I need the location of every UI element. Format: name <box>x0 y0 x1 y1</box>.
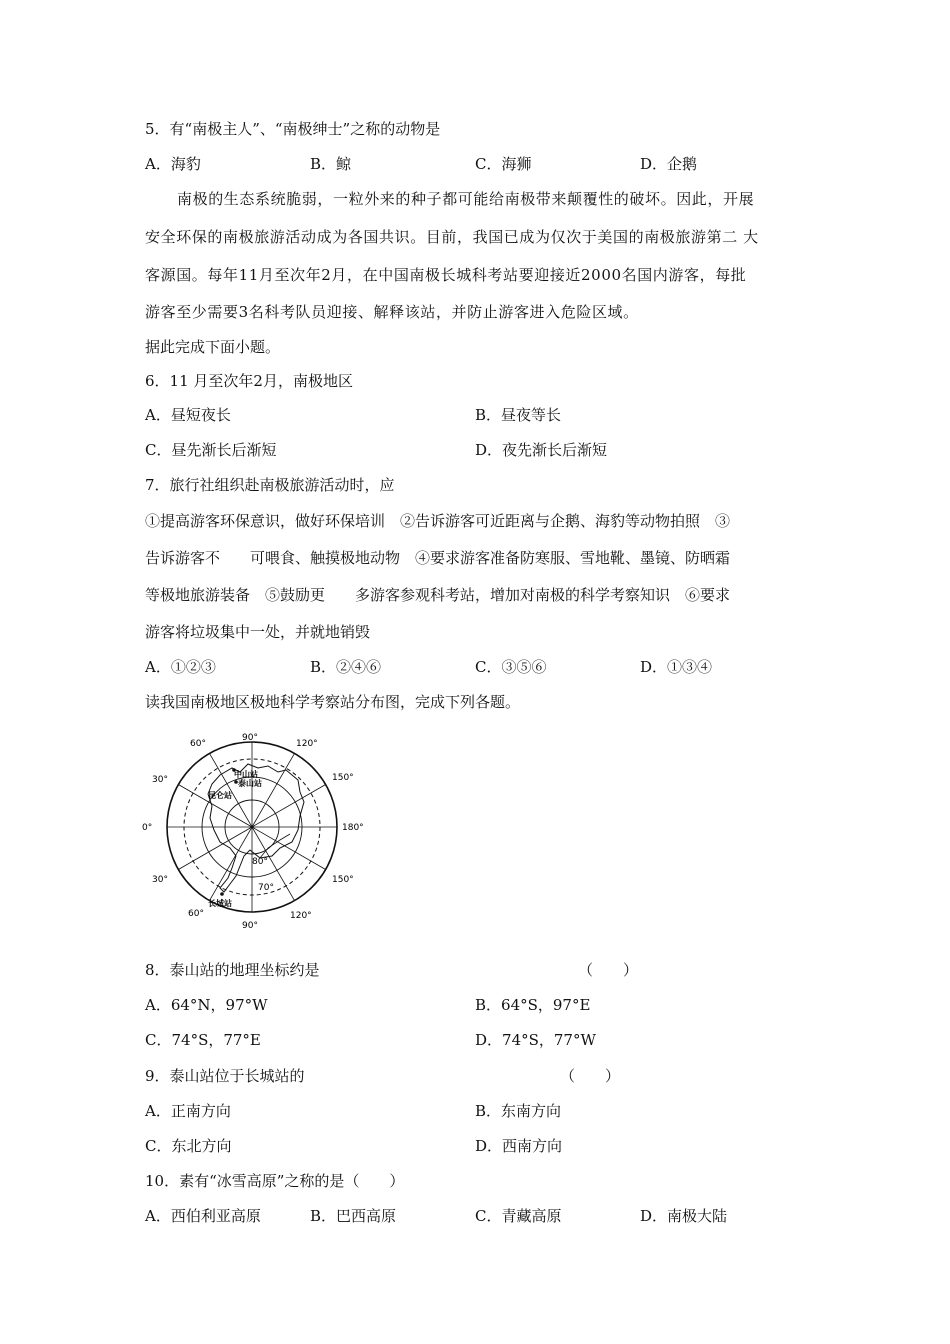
q8-option-a: A．64°N，97°W <box>145 996 268 1014</box>
lon-label-90-bottom: 90° <box>242 921 258 930</box>
q5-option-a: A．海豹 <box>145 155 201 173</box>
q9-stem: 9．泰山站位于长城站的 <box>145 1067 305 1085</box>
passage-line-3: 客源国。每年11月至次年2月，在中国南极长城科考站要迎接近2000名国内游客，每批 <box>145 266 747 284</box>
q8-option-b: B．64°S，97°E <box>475 996 591 1014</box>
q6-option-c: C．昼先渐长后渐短 <box>145 441 277 459</box>
q5-option-d: D．企鹅 <box>640 155 698 173</box>
q6-stem: 6．11 月至次年2月，南极地区 <box>145 372 353 390</box>
changcheng-station-label: 长城站 <box>208 899 232 908</box>
q7-option-b: B．②④⑥ <box>310 658 382 676</box>
q8-option-c: C．74°S，77°E <box>145 1031 261 1049</box>
lat-label-80: 80° <box>252 857 268 867</box>
q10-stem: 10．素有“冰雪高原”之称的是（ ） <box>145 1172 405 1190</box>
q6-option-d: D．夜先渐长后渐短 <box>475 441 608 459</box>
q10-option-a: A．西伯利亚高原 <box>145 1207 261 1225</box>
q10-option-c: C．青藏高原 <box>475 1207 562 1225</box>
q8-paren: （ ） <box>578 961 639 979</box>
changcheng-station-dot <box>220 892 224 896</box>
passage-line-1: 南极的生态系统脆弱，一粒外来的种子都可能给南极带来颠覆性的破坏。因此，开展 <box>177 190 755 208</box>
q9-paren: （ ） <box>560 1067 621 1085</box>
q9-option-a: A．正南方向 <box>145 1102 231 1120</box>
lon-label-150-right-low: 150° <box>332 875 354 885</box>
q7-line-4: 游客将垃圾集中一处，并就地销毁 <box>145 623 371 641</box>
lon-label-120-bottom: 120° <box>290 911 312 921</box>
q10-option-d: D．南极大陆 <box>640 1207 728 1225</box>
q7-line-3: 等极地旅游装备 ⑤鼓励更 多游客参观科考站，增加对南极的科学考察知识 ⑥要求 <box>145 586 731 604</box>
lon-label-30-left: 30° <box>152 775 168 785</box>
passage-tail: 据此完成下面小题。 <box>145 338 281 356</box>
q7-line-2: 告诉游客不 可喂食、触摸极地动物 ④要求游客准备防寒服、雪地靴、墨镜、防晒霜 <box>145 549 731 567</box>
lon-label-150-right: 150° <box>332 773 354 783</box>
antarctica-polar-map <box>140 730 370 930</box>
lon-label-60-bottom: 60° <box>188 909 204 919</box>
kunlun-station-label: 昆仑站 <box>208 791 232 800</box>
q6-option-b: B．昼夜等长 <box>475 406 562 424</box>
q7-stem: 7．旅行社组织赴南极旅游活动时，应 <box>145 476 395 494</box>
q5-option-b: B．鲸 <box>310 155 352 173</box>
q6-option-a: A．昼短夜长 <box>145 406 231 424</box>
q5-stem: 5．有“南极主人”、“南极绅士”之称的动物是 <box>145 120 441 138</box>
q9-option-d: D．西南方向 <box>475 1137 563 1155</box>
q7-option-c: C．③⑤⑥ <box>475 658 547 676</box>
q7-line-1: ①提高游客环保意识，做好环保培训 ②告诉游客可近距离与企鹅、海豹等动物拍照 ③ <box>145 512 731 530</box>
q7-option-d: D．①③④ <box>640 658 713 676</box>
q7-option-a: A．①②③ <box>145 658 216 676</box>
lon-label-90-top: 90° <box>242 733 258 743</box>
passage-line-4: 游客至少需要3名科考队员迎接、解释该站，并防止游客进入危险区域。 <box>145 303 639 321</box>
map-intro: 读我国南极地区极地科学考察站分布图，完成下列各题。 <box>145 693 521 711</box>
q8-stem: 8．泰山站的地理坐标约是 <box>145 961 320 979</box>
q8-option-d: D．74°S，77°W <box>475 1031 596 1049</box>
meridian-lines <box>167 742 337 912</box>
lon-label-180: 180° <box>342 823 364 833</box>
q5-option-c: C．海狮 <box>475 155 532 173</box>
q9-option-c: C．东北方向 <box>145 1137 232 1155</box>
taishan-station-label: 泰山站 <box>238 779 262 788</box>
lon-label-0: 0° <box>142 823 153 833</box>
lon-label-120-top: 120° <box>296 739 318 749</box>
zhongshan-station-label: 中山站 <box>234 770 258 779</box>
passage-line-2: 安全环保的南极旅游活动成为各国共识。目前，我国已成为仅次于美国的南极旅游第二 大 <box>145 228 759 246</box>
lon-label-30-left-low: 30° <box>152 875 168 885</box>
lat-label-70: 70° <box>258 883 274 893</box>
q10-option-b: B．巴西高原 <box>310 1207 397 1225</box>
q9-option-b: B．东南方向 <box>475 1102 562 1120</box>
lon-label-60-top: 60° <box>190 739 206 749</box>
